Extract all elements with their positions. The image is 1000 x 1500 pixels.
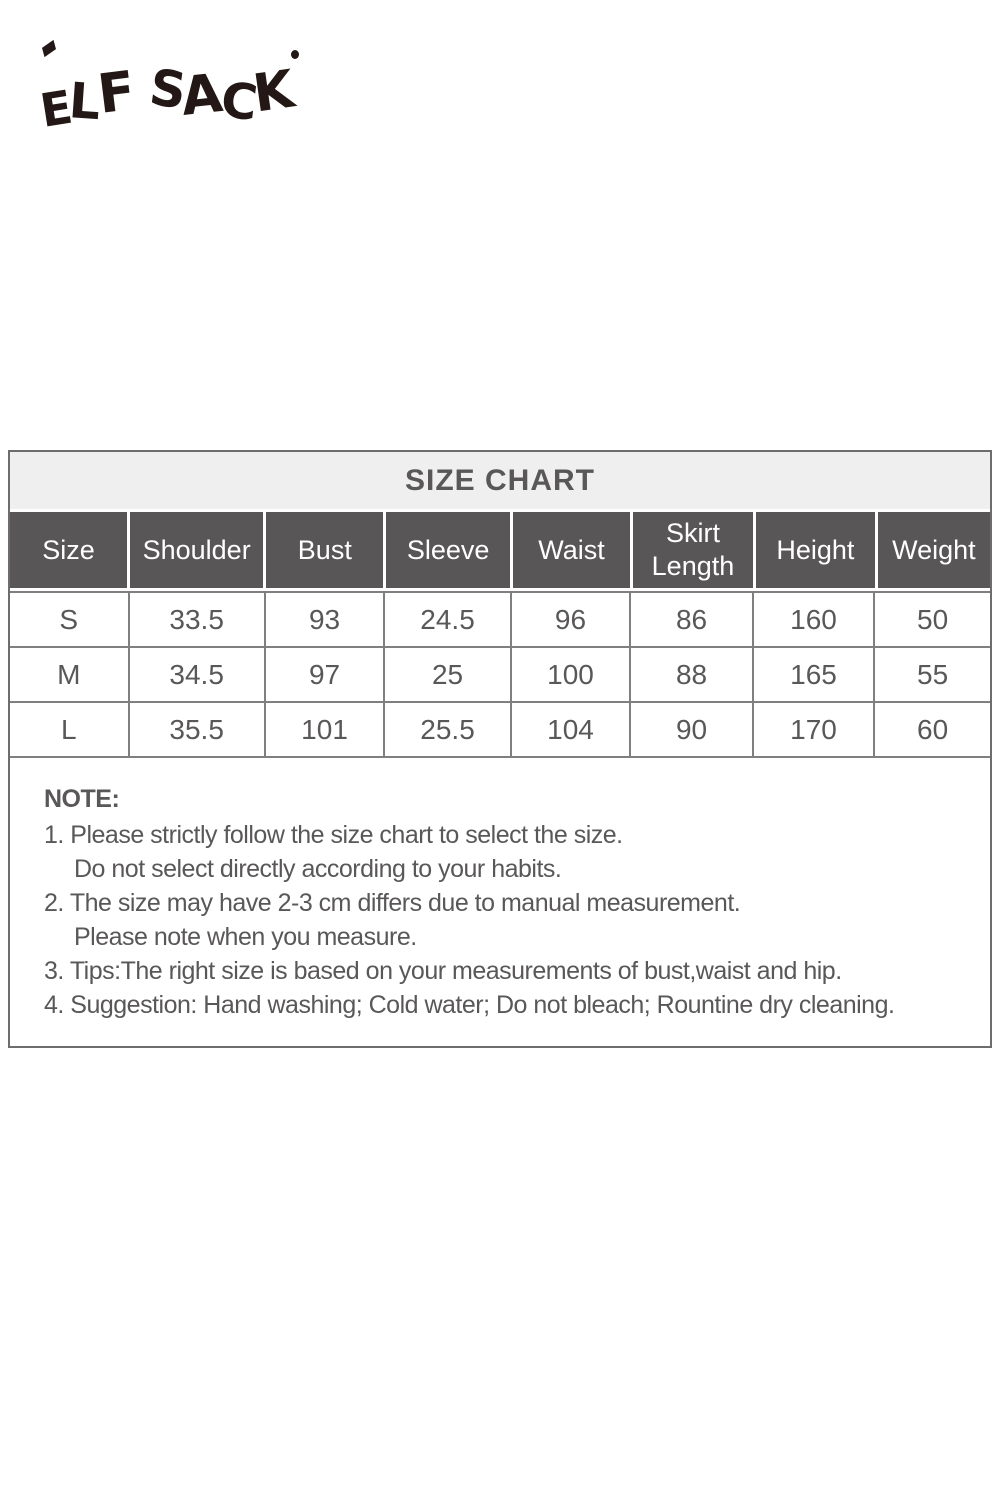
- cell-shoulder: 33.5: [130, 593, 266, 646]
- note-section: [10, 758, 990, 1046]
- table-row-size-m: [10, 648, 990, 703]
- cell-weight: 55: [917, 658, 949, 690]
- cell-size: S: [10, 593, 130, 646]
- logo-letter: C: [217, 71, 259, 132]
- cell-weight: 60: [917, 713, 949, 745]
- note-line-4: 4. Suggestion: Hand washing; Cold water; Do not bleach; Rountine dry cleaning.: [44, 991, 895, 1019]
- logo-letter: E: [36, 79, 75, 138]
- logo-letter: L: [67, 72, 101, 131]
- cell-sleeve: 25: [385, 648, 511, 701]
- column-header-skirt-length: Skirt Length: [633, 512, 753, 588]
- cell-height: 165: [754, 648, 876, 701]
- logo-dot-mark: [291, 50, 299, 59]
- note-line-2-continued: Please note when you measure.: [74, 923, 417, 951]
- cell-bust: 97: [266, 648, 386, 701]
- cell-shoulder: 34.5: [130, 648, 266, 701]
- note-line-1: 1. Please strictly follow the size chart to select the size.: [44, 821, 623, 849]
- cell-bust: 93: [266, 593, 386, 646]
- column-header-weight: Weight: [878, 512, 990, 588]
- cell-size: M: [10, 648, 130, 701]
- column-header-sleeve: Sleeve: [386, 512, 510, 588]
- cell-size: L: [10, 703, 130, 756]
- column-header-bust: Bust: [266, 512, 383, 588]
- cell-weight: 50: [917, 603, 949, 635]
- cell-skirt-length: 90: [631, 703, 754, 756]
- note-line-2: 2. The size may have 2-3 cm differs due to manual measurement.: [44, 889, 741, 917]
- logo-accent-mark: [42, 40, 56, 57]
- logo-letter: F: [93, 59, 137, 126]
- size-chart-header-row: [10, 512, 990, 591]
- size-chart-title: SIZE CHART: [10, 452, 990, 512]
- elf-sack-logo: [36, 48, 296, 138]
- cell-bust: 101: [266, 703, 386, 756]
- column-header-size: Size: [10, 512, 127, 588]
- size-chart: [8, 450, 992, 1048]
- cell-waist: 104: [512, 703, 632, 756]
- logo-letter: S: [145, 58, 188, 121]
- cell-height: 160: [754, 593, 876, 646]
- cell-waist: 100: [512, 648, 632, 701]
- table-row-size-s: [10, 591, 990, 648]
- note-line-1-continued: Do not select directly according to your habits.: [74, 855, 562, 883]
- column-header-shoulder: Shoulder: [130, 512, 263, 588]
- cell-height: 170: [754, 703, 876, 756]
- logo-letter: A: [177, 63, 224, 128]
- cell-shoulder: 35.5: [130, 703, 266, 756]
- column-header-waist: Waist: [513, 512, 630, 588]
- cell-skirt-length: 86: [631, 593, 754, 646]
- cell-waist: 96: [512, 593, 632, 646]
- logo-letter: K: [249, 59, 296, 125]
- table-row-size-l: [10, 703, 990, 758]
- column-header-height: Height: [756, 512, 875, 588]
- note-heading: NOTE:: [44, 785, 120, 813]
- cell-sleeve: 24.5: [385, 593, 511, 646]
- cell-sleeve: 25.5: [385, 703, 511, 756]
- cell-skirt-length: 88: [631, 648, 754, 701]
- note-line-3: 3. Tips:The right size is based on your measurements of bust,waist and hip.: [44, 957, 842, 985]
